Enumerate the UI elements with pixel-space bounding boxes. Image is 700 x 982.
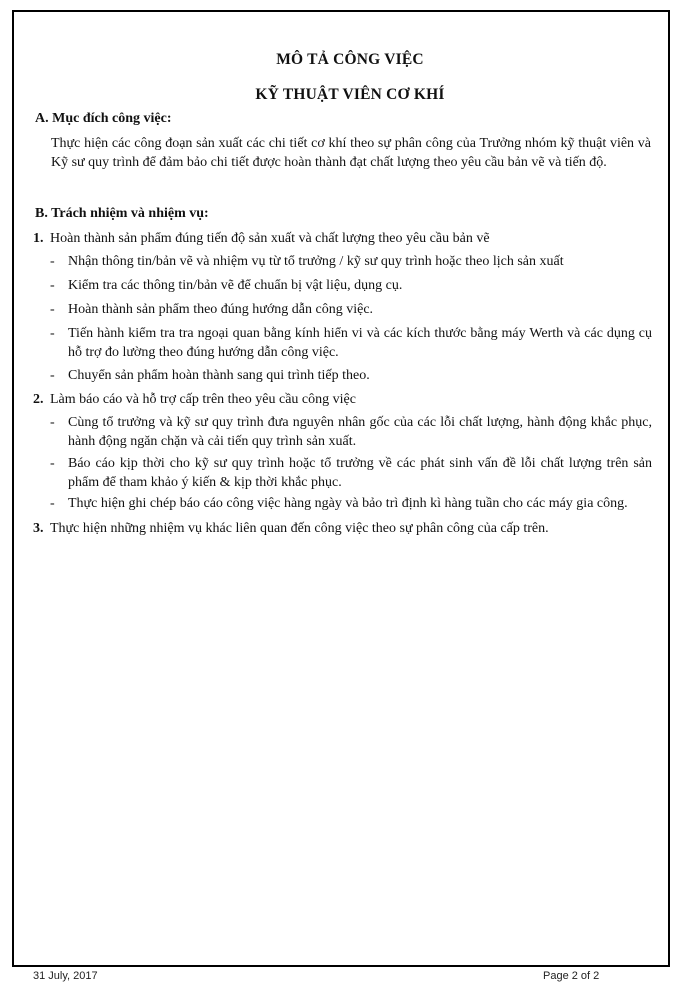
numbered-item-1 <box>33 229 653 248</box>
footer-date: 31 July, 2017 <box>33 970 98 982</box>
section-a-heading: A. Mục đích công việc: <box>35 111 172 126</box>
bullet-item <box>50 495 652 514</box>
item-number: 1. <box>33 231 44 246</box>
bullet-dash: - <box>50 415 55 430</box>
bullet-text: Tiến hành kiểm tra tra ngoại quan bằng kính hiển vi và các kích thước bằng máy Werth và các dụng cụ hỗ trợ đo lường theo đúng hướng dẫn công việc. <box>68 326 652 360</box>
item-number: 3. <box>33 521 44 536</box>
bullet-text: Hoàn thành sản phẩm theo đúng hướng dẫn công việc. <box>68 302 374 317</box>
bullet-item <box>50 414 652 451</box>
bullet-item <box>50 325 652 362</box>
bullet-item <box>50 455 652 492</box>
bullet-item <box>50 277 652 296</box>
bullet-text: Báo cáo kịp thời cho kỹ sư quy trình hoặc tổ trưởng về các phát sinh vấn đề lỗi chất lượng trên sản phẩm để tham khảo ý kiến & kịp thời khắc phục. <box>68 456 652 490</box>
document-title: MÔ TẢ CÔNG VIỆC <box>276 51 424 68</box>
bullet-dash: - <box>50 456 55 471</box>
item-number: 2. <box>33 392 44 407</box>
bullet-dash: - <box>50 368 55 383</box>
bullet-item <box>50 367 652 386</box>
document-subtitle: KỸ THUẬT VIÊN CƠ KHÍ <box>255 86 445 103</box>
bullet-dash: - <box>50 302 55 317</box>
bullet-text: Nhận thông tin/bản vẽ và nhiệm vụ từ tổ trưởng / kỹ sư quy trình hoặc theo lịch sản xuất <box>68 254 564 269</box>
bullet-text: Thực hiện ghi chép báo cáo công việc hàng ngày và bảo trì định kì hàng tuần cho các máy gia công. <box>68 496 628 511</box>
bullet-dash: - <box>50 496 55 511</box>
item-text: Thực hiện những nhiệm vụ khác liên quan đến công việc theo sự phân công của cấp trên. <box>50 521 549 536</box>
bullet-dash: - <box>50 278 55 293</box>
bullet-text: Chuyển sản phẩm hoàn thành sang qui trình tiếp theo. <box>68 368 370 383</box>
footer-page-number: Page 2 of 2 <box>543 970 600 982</box>
item-text: Làm báo cáo và hỗ trợ cấp trên theo yêu cầu công việc <box>50 392 356 407</box>
bullet-item <box>50 301 652 320</box>
section-a-paragraph: Thực hiện các công đoạn sản xuất các chi tiết cơ khí theo sự phân công của Trưởng nhóm kỹ thuật viên và Kỹ sư quy trình để đảm bảo chi tiết được hoàn thành đạt chất lượng theo yêu cầu bản vẽ và tiến độ. <box>51 136 651 170</box>
bullet-item <box>50 253 652 272</box>
bullet-text: Kiểm tra các thông tin/bản vẽ để chuẩn bị vật liệu, dụng cụ. <box>68 278 403 293</box>
bullet-dash: - <box>50 326 55 341</box>
numbered-item-2 <box>33 390 653 409</box>
numbered-item-3 <box>33 519 653 538</box>
section-b-heading: B. Trách nhiệm và nhiệm vụ: <box>35 206 209 221</box>
bullet-dash: - <box>50 254 55 269</box>
item-text: Hoàn thành sản phẩm đúng tiến độ sản xuất và chất lượng theo yêu cầu bản vẽ <box>50 231 490 246</box>
bullet-text: Cùng tổ trưởng và kỹ sư quy trình đưa nguyên nhân gốc của các lỗi chất lượng, hành động khắc phục, hành động ngăn chặn và cải tiến quy trình sản xuất. <box>68 415 652 449</box>
